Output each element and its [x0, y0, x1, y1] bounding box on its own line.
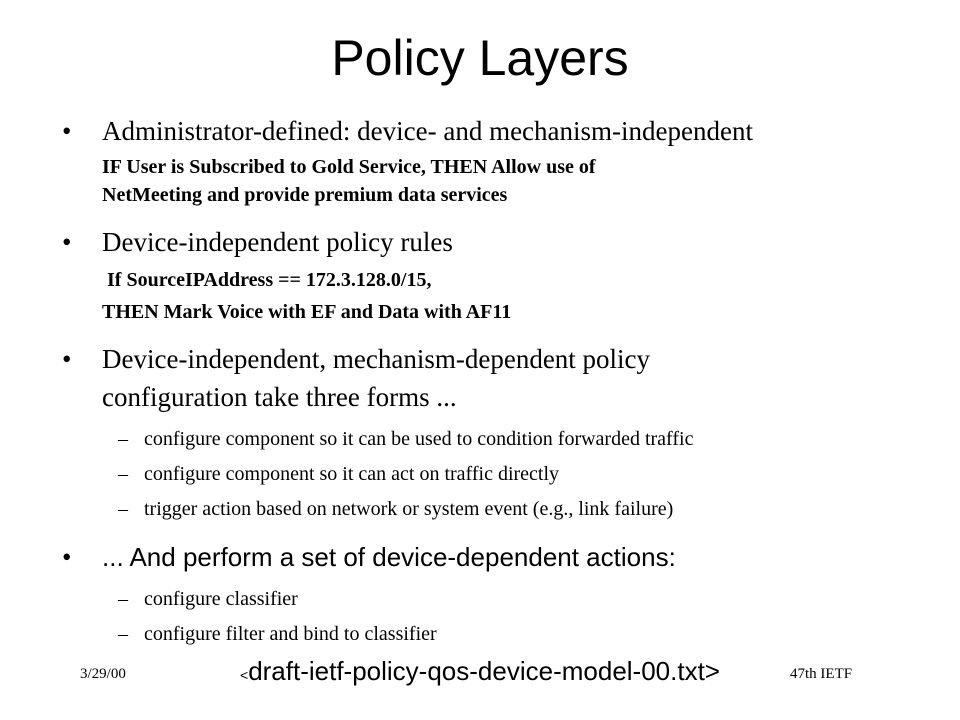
slide-title: Policy Layers — [331, 30, 629, 86]
dash-symbol: – — [118, 428, 128, 450]
dash-item-text: configure component so it can act on traffic directly — [144, 463, 560, 485]
dash-item-text: configure classifier — [144, 588, 298, 610]
footer-lt: < — [240, 667, 249, 683]
bullet-1-text: Administrator-defined: device- and mechanism-independent — [102, 116, 753, 146]
bullet-3-text-line-2: configuration take three forms ... — [102, 382, 457, 412]
footer-meeting: 47th IETF — [790, 666, 853, 682]
dash-item-text: configure component so it can be used to condition forwarded traffic — [144, 428, 694, 450]
bullet-1-detail-line-2: NetMeeting and provide premium data services — [102, 184, 508, 206]
bullet-dot: • — [62, 344, 72, 374]
bullet-dot: • — [62, 116, 72, 146]
bullet-4-text: ... And perform a set of device-dependent actions: — [102, 542, 676, 572]
dash-item-text: configure filter and bind to classifier — [144, 623, 437, 645]
dash-symbol: – — [118, 588, 128, 610]
bullet-1-detail-line-1: IF User is Subscribed to Gold Service, THEN Allow use of — [102, 156, 596, 178]
dash-item-text: trigger action based on network or system event (e.g., link failure) — [144, 498, 674, 520]
dash-symbol: – — [118, 498, 128, 520]
dash-symbol: – — [118, 463, 128, 485]
bullet-dot: • — [62, 542, 72, 572]
bullet-dot: • — [62, 227, 72, 257]
bullet-2-detail-line-2: THEN Mark Voice with EF and Data with AF11 — [102, 301, 512, 323]
bullet-3-text-line-1: Device-independent, mechanism-dependent policy — [102, 344, 651, 374]
footer-filename-text: draft-ietf-policy-qos-device-model-00.txt> — [248, 656, 720, 686]
bullet-2-detail-line-1: If SourceIPAddress == 172.3.128.0/15, — [102, 269, 432, 291]
footer-date: 3/29/00 — [80, 666, 126, 682]
bullet-2-text: Device-independent policy rules — [102, 227, 453, 257]
dash-symbol: – — [118, 623, 128, 645]
